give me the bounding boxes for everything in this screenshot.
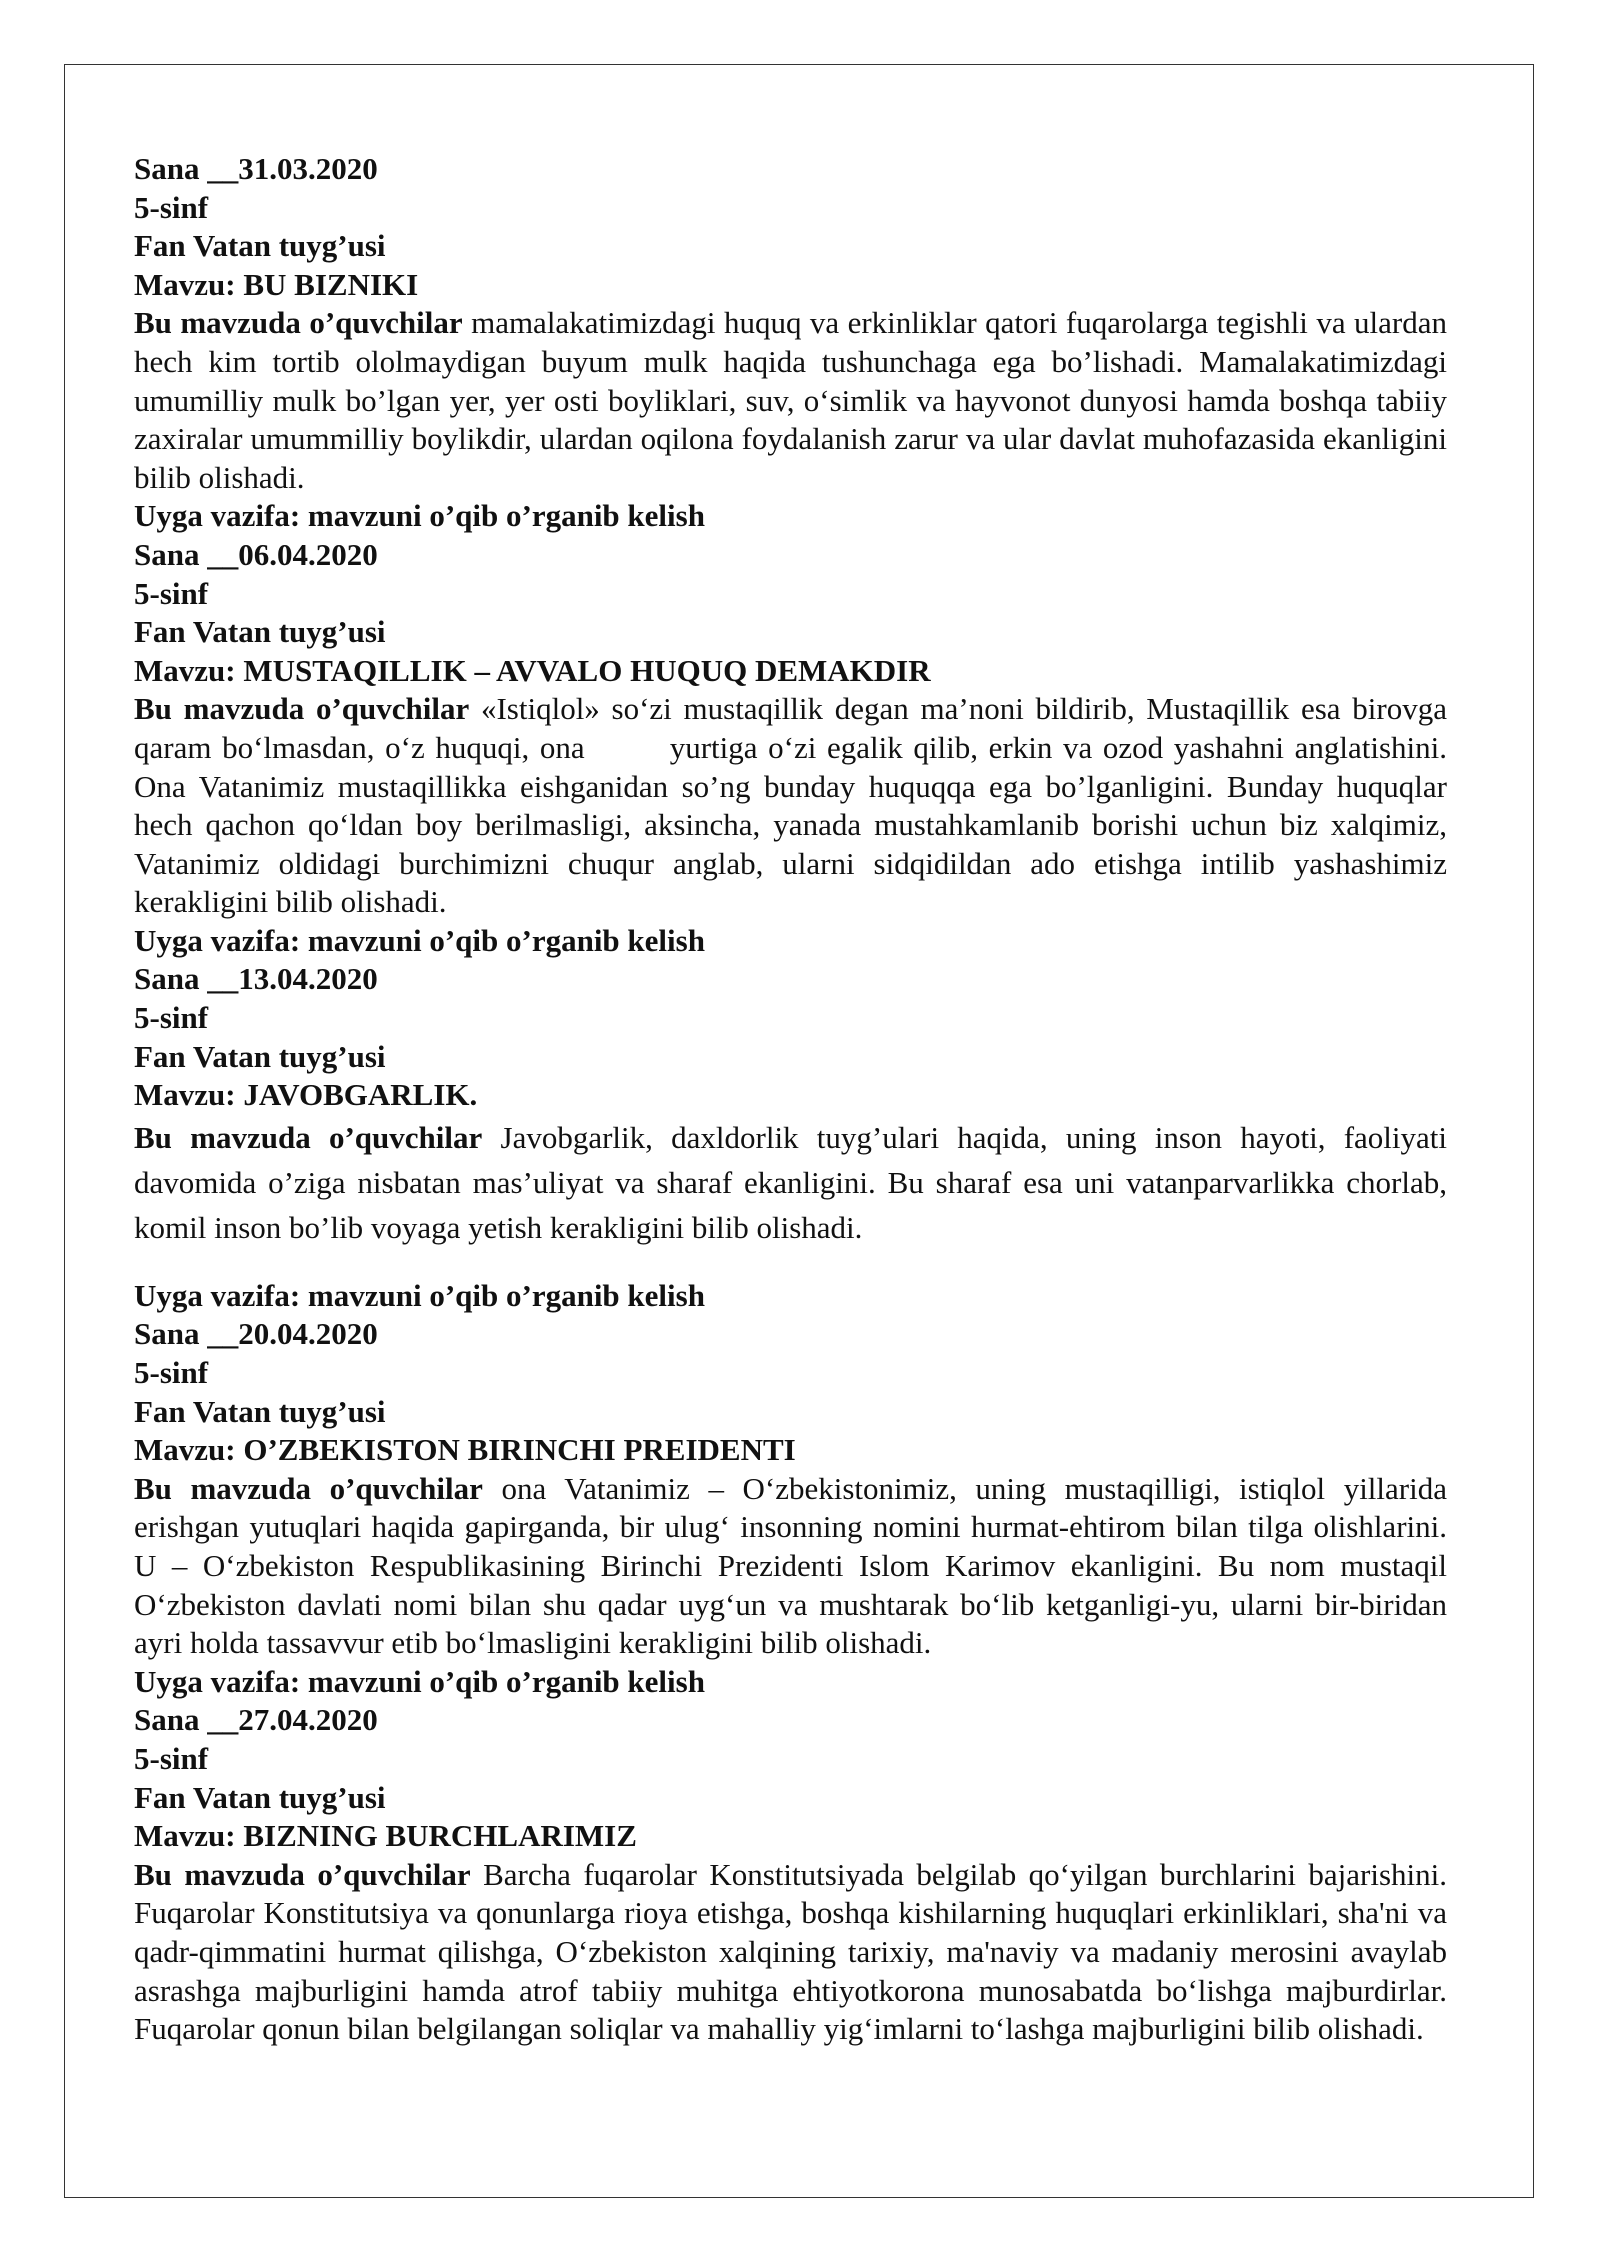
lesson-description — [134, 1115, 1447, 1250]
lesson-subject: Fan Vatan tuyg’usi — [134, 228, 386, 264]
document-body — [134, 150, 1455, 2049]
lesson-grade: 5-sinf — [134, 189, 209, 225]
lesson-homework: Uyga vazifa: mavzuni o’qib o’rganib kelish — [134, 922, 705, 958]
lesson-lead: Bu mavzuda o’quvchilar — [134, 1119, 483, 1155]
lesson-date: Sana __27.04.2020 — [134, 1702, 378, 1738]
lesson-topic: Mavzu: JAVOBGARLIK. — [134, 1077, 478, 1113]
lesson-body-text: Barcha fuqarolar Konstitutsiyada belgilab qo‘yilgan burchlarini bajarishini. Fuqarolar Konstitutsiya va qonunlarga rioya etishga, boshqa kishilarning huquqlari erkinliklari, sha'ni va qadr-qimmatini hurmat qilishga, O‘zbekiston xalqining tarixiy, ma'naviy va madaniy merosini avaylab asrashga majburligini hamda atrof tabiiy muhitga ehtiyotkorona munosabatda bo‘lishga majburdirlar. Fuqarolar qonun bilan belgilangan soliqlar va mahalliy yig‘imlarni to‘lashga majburligini bilib olishadi. — [134, 1856, 1447, 2047]
lesson-description — [134, 1470, 1447, 1663]
lesson-date: Sana __31.03.2020 — [134, 151, 378, 186]
lesson-description — [134, 304, 1447, 497]
lesson-lead: Bu mavzuda o’quvchilar — [134, 1856, 471, 1892]
lesson-grade: 5-sinf — [134, 1355, 209, 1391]
lesson-body-text: Javobgarlik, daxldorlik tuyg’ulari haqida, uning inson hayoti, faoliyati davomida o’ziga nisbatan mas’uliyat va sharaf ekanligini. Bu sharaf esa uni vatanparvarlikka chorlab, komil inson bo’lib voyaga yetish kerakligini bilib olishadi. — [134, 1119, 1447, 1245]
lesson-subject: Fan Vatan tuyg’usi — [134, 1038, 386, 1074]
lesson-date: Sana __13.04.2020 — [134, 961, 378, 997]
lesson-body-text: mamalakatimizdagi huquq va erkinliklar qatori fuqarolarga tegishli va ulardan hech kim tortib ololmaydigan buyum mulk haqida tushunchaga ega bo’lishadi. Mamalakatimizdagi umumilliy mulk bo’lgan yer, yer osti boyliklari, suv, o‘simlik va hayvonot dunyosi hamda boshqa tabiiy zaxiralar umummilliy boylikdir, ulardan oqilona foydalanish zarur va ular davlat muhofazasida ekanligini bilib olishadi. — [134, 305, 1447, 495]
lesson-date: Sana __20.04.2020 — [134, 1316, 378, 1352]
lesson-subject: Fan Vatan tuyg’usi — [134, 1393, 386, 1429]
lesson-body-text: ona Vatanimiz – O‘zbekistonimiz, uning mustaqilligi, istiqlol yillarida erishgan yutuqlari haqida gapirganda, bir ulug‘ insonning nomini hurmat-ehtirom bilan tilga olishlarini. U – O‘zbekiston Respublikasining Birinchi Prezidenti Islom Karimov ekanligini. Bu nom mustaqil O‘zbekiston davlati nomi bilan shu qadar uyg‘un va mushtarak bo‘lib ketganligi-yu, ularni bir-biridan ayri holda tassavvur etib bo‘lmasligini kerakligini bilib olishadi. — [134, 1470, 1447, 1661]
lesson-entry — [134, 1315, 1447, 1701]
lesson-homework: Uyga vazifa: mavzuni o’qib o’rganib kelish — [134, 1277, 705, 1313]
lesson-subject: Fan Vatan tuyg’usi — [134, 614, 386, 650]
lesson-date: Sana __06.04.2020 — [134, 536, 378, 572]
lesson-grade: 5-sinf — [134, 1740, 209, 1776]
lesson-grade: 5-sinf — [134, 1000, 209, 1036]
lesson-topic: Mavzu: MUSTAQILLIK – AVVALO HUQUQ DEMAKDIR — [134, 652, 931, 688]
lesson-topic: Mavzu: BIZNING BURCHLARIMIZ — [134, 1818, 637, 1854]
lesson-lead: Bu mavzuda o’quvchilar — [134, 1470, 483, 1506]
lesson-subject: Fan Vatan tuyg’usi — [134, 1779, 386, 1815]
lesson-entry — [134, 536, 1455, 961]
lesson-lead: Bu mavzuda o’quvchilar — [134, 691, 470, 727]
lesson-homework: Uyga vazifa: mavzuni o’qib o’rganib kelish — [134, 498, 705, 534]
lesson-entry — [134, 1701, 1447, 2048]
lesson-description — [134, 1856, 1447, 2049]
lesson-homework: Uyga vazifa: mavzuni o’qib o’rganib kelish — [134, 1663, 705, 1699]
lesson-entry — [134, 960, 1447, 1315]
lesson-topic: Mavzu: O’ZBEKISTON BIRINCHI PREIDENTI — [134, 1432, 796, 1468]
lesson-topic: Mavzu: BU BIZNIKI — [134, 266, 419, 302]
lesson-grade: 5-sinf — [134, 575, 209, 611]
lesson-entry — [134, 150, 1447, 536]
lesson-body-text: «Istiqlol» so‘zi mustaqillik degan ma’noni bildirib, Mustaqillik esa birovga qaram bo‘lmasdan, o‘z huquqi, ona yurtiga o‘zi egalik qilib, erkin va ozod yashahni anglatishini. Ona Vatanimiz mustaqillikka eishganidan so’ng bunday huquqqa ega bo’lganligini. Bunday huquqlar hech qachon qo‘ldan boy berilmasligi, aksincha, yanada mustahkamlanib borishi uchun biz xalqimiz, Vatanimiz oldidagi burchimizni chuqur anglab, ularni sidqidildan ado etishga intilib yashashimiz kerakligini bilib olishadi. — [134, 691, 1455, 920]
lesson-lead: Bu mavzuda o’quvchilar — [134, 305, 463, 341]
lesson-description — [134, 690, 1455, 922]
